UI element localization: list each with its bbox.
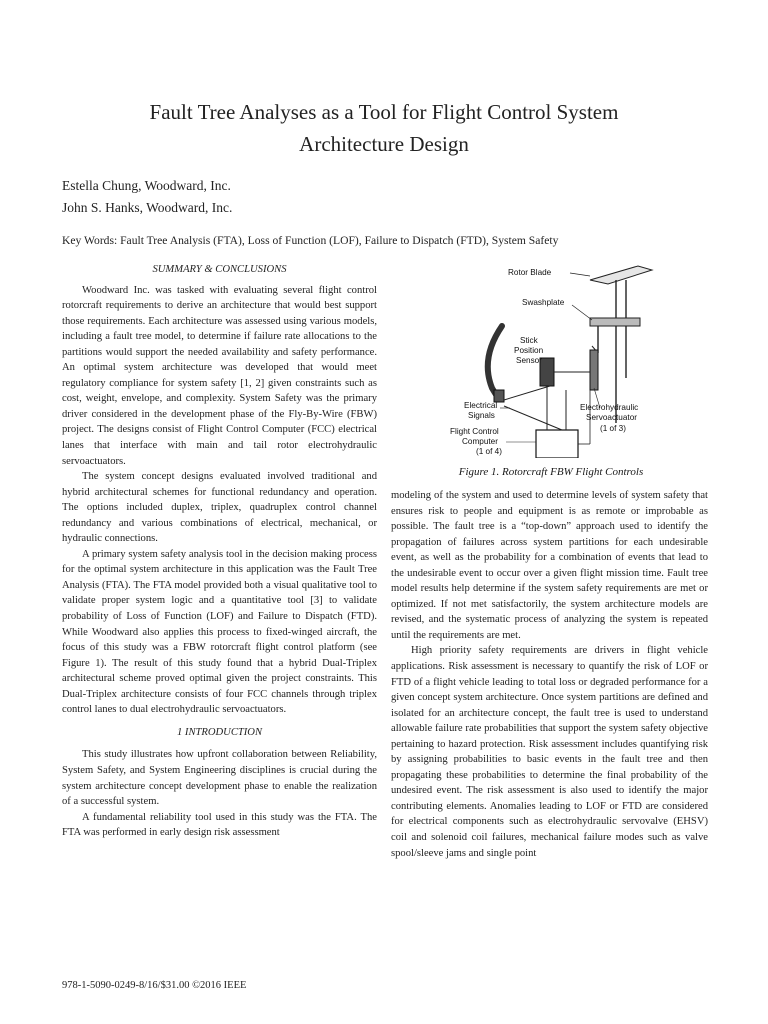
title-line-2: Architecture Design [299, 132, 469, 156]
intro-paragraph-1: This study illustrates how upfront collaboration between Reliability, System Safety, and System Engineering disciplines is crucial during the system architecture concept development phase to enable the realization of a successful system. [62, 749, 377, 808]
label-stick-2: Position [514, 346, 544, 355]
rotorcraft-fbw-diagram [440, 258, 680, 458]
summary-paragraph-3: A primary system safety analysis tool in the decision making process for the optimal system architecture in this application was the Fault Tree Analysis (FTA). The FTA model provided both a visual qualitative tool to validate proper system logic and a quantitative tool [3] to validate probability of Loss of Function (LOF) and Failure to Dispatch (FTD). While Woodward also applies this process to fixed-winged aircraft, the focus of this study was a FBW rotorcraft flight control platform (see Figure 1). The result of this study found that a hybrid Dual-Triplex architectural scheme proved optimal given the project constraints. This Dual-Triplex architecture consists of four FCC channels through triplex control lanes to dual electrohydraulic servoactuators. [62, 548, 377, 716]
paper-title [0, 96, 768, 160]
label-swashplate: Swashplate [522, 298, 565, 307]
figure-1 [440, 258, 680, 458]
label-rotor-blade: Rotor Blade [508, 268, 552, 277]
keywords: Key Words: Fault Tree Analysis (FTA), Loss of Function (LOF), Failure to Dispatch (FTD), System Safety [62, 234, 559, 247]
servoactuator-shape [540, 358, 554, 386]
intro-paragraph-2: A fundamental reliability tool used in this study was the FTA. The FTA was performed in early design risk assessment [62, 811, 377, 839]
right-paragraph-2: High priority safety requirements are drivers in flight vehicle applications. Risk assessment is necessary to quantify the risk of LOF or FTD of a flight vehicle leading to total loss or degraded performance for a given concept system architecture. Once system partitions are defined and isolated for an architecture concept, the fault tree is used to understand allowable failure rate probabilities that support the system safety objective pertaining to hazard protection. Risk assessment includes quantifying risk by assigning probabilities to basic events in the fault tree and then propagating these probabilities to determine the final probability of the undesired event. The risk assessment is also used to identify the major contributing elements. Anomalies leading to LOF or FTD are considered for electrical components such as electrohydraulic servovalve (EHSV) coil and solenoid coil failures, mechanical failure modes such as valve spool/sleeve jams and single point [391, 645, 708, 859]
title-line-1: Fault Tree Analyses as a Tool for Flight Control System [149, 100, 619, 124]
left-column [62, 262, 377, 841]
summary-heading: SUMMARY & CONCLUSIONS [152, 264, 287, 275]
label-electrical-1: Electrical [464, 401, 498, 410]
figure-caption: Figure 1. Rotorcraft FBW Flight Controls [458, 466, 644, 478]
author-2: John S. Hanks, Woodward, Inc. [62, 200, 233, 215]
label-ehs-3: (1 of 3) [600, 424, 626, 433]
control-stick [488, 326, 502, 398]
fcc-box [536, 430, 578, 458]
label-fcc-1: Flight Control [450, 427, 499, 436]
label-ehs-1: Electrohydraulic [580, 403, 639, 412]
rotor-blade-shape [590, 266, 652, 284]
summary-paragraph-2: The system concept designs evaluated involved traditional and hybrid architectural schemes for functional redundancy and operation. The options included duplex, triplex, quadruplex control channel redundancy and various combinations of electrical, mechanical, or hydraulic connections. [62, 471, 377, 545]
author-1: Estella Chung, Woodward, Inc. [62, 178, 231, 193]
right-column [391, 488, 708, 861]
summary-paragraph-1: Woodward Inc. was tasked with evaluating several flight control rotorcraft requirements to derive an architecture that would best support those requirements. Each architecture was assessed using various models, including a fault tree model, to determine if failure rate allocations to the partitions would support the needed availability and safety performance. An optimal system architecture was developed that would meet regulatory compliance for system safety [1, 2] given constraints such as cost, weight, envelope, and complexity. System Safety was the primary driver considered in the development phase of the Fly-By-Wire (FBW) project. The designs consist of Flight Control Computer (FCC) electrical lanes that interface with main and tail rotor electrohydraulic servoactuators. [62, 284, 377, 467]
label-stick-3: Sensor [516, 356, 542, 365]
copyright-footer: 978-1-5090-0249-8/16/$31.00 ©2016 IEEE [62, 980, 247, 991]
swashplate-shape [590, 318, 640, 326]
label-electrical-2: Signals [468, 411, 495, 420]
label-stick-1: Stick [520, 336, 538, 345]
label-ehs-2: Servoactuator [586, 413, 637, 422]
right-paragraph-1: modeling of the system and used to determine levels of system safety that ensures risk to people and equipment is as remote or improbable as possible. The fault tree is a “top-down” approach used to identify the propagation of failures across system partitions for each undesirable event, as well as the probability for a combination of events that lead to the undesirable event to occur over a given flight mission time. Fault tree model results help determine if the system safety requirements are met or optimized. If not met satisfactorily, the system architecture models are revised, and the systematic process of analyzing the system is repeated until the requirements are met. [391, 490, 708, 641]
label-fcc-3: (1 of 4) [476, 447, 502, 456]
label-fcc-2: Computer [462, 437, 498, 446]
intro-heading: 1 INTRODUCTION [176, 726, 263, 738]
